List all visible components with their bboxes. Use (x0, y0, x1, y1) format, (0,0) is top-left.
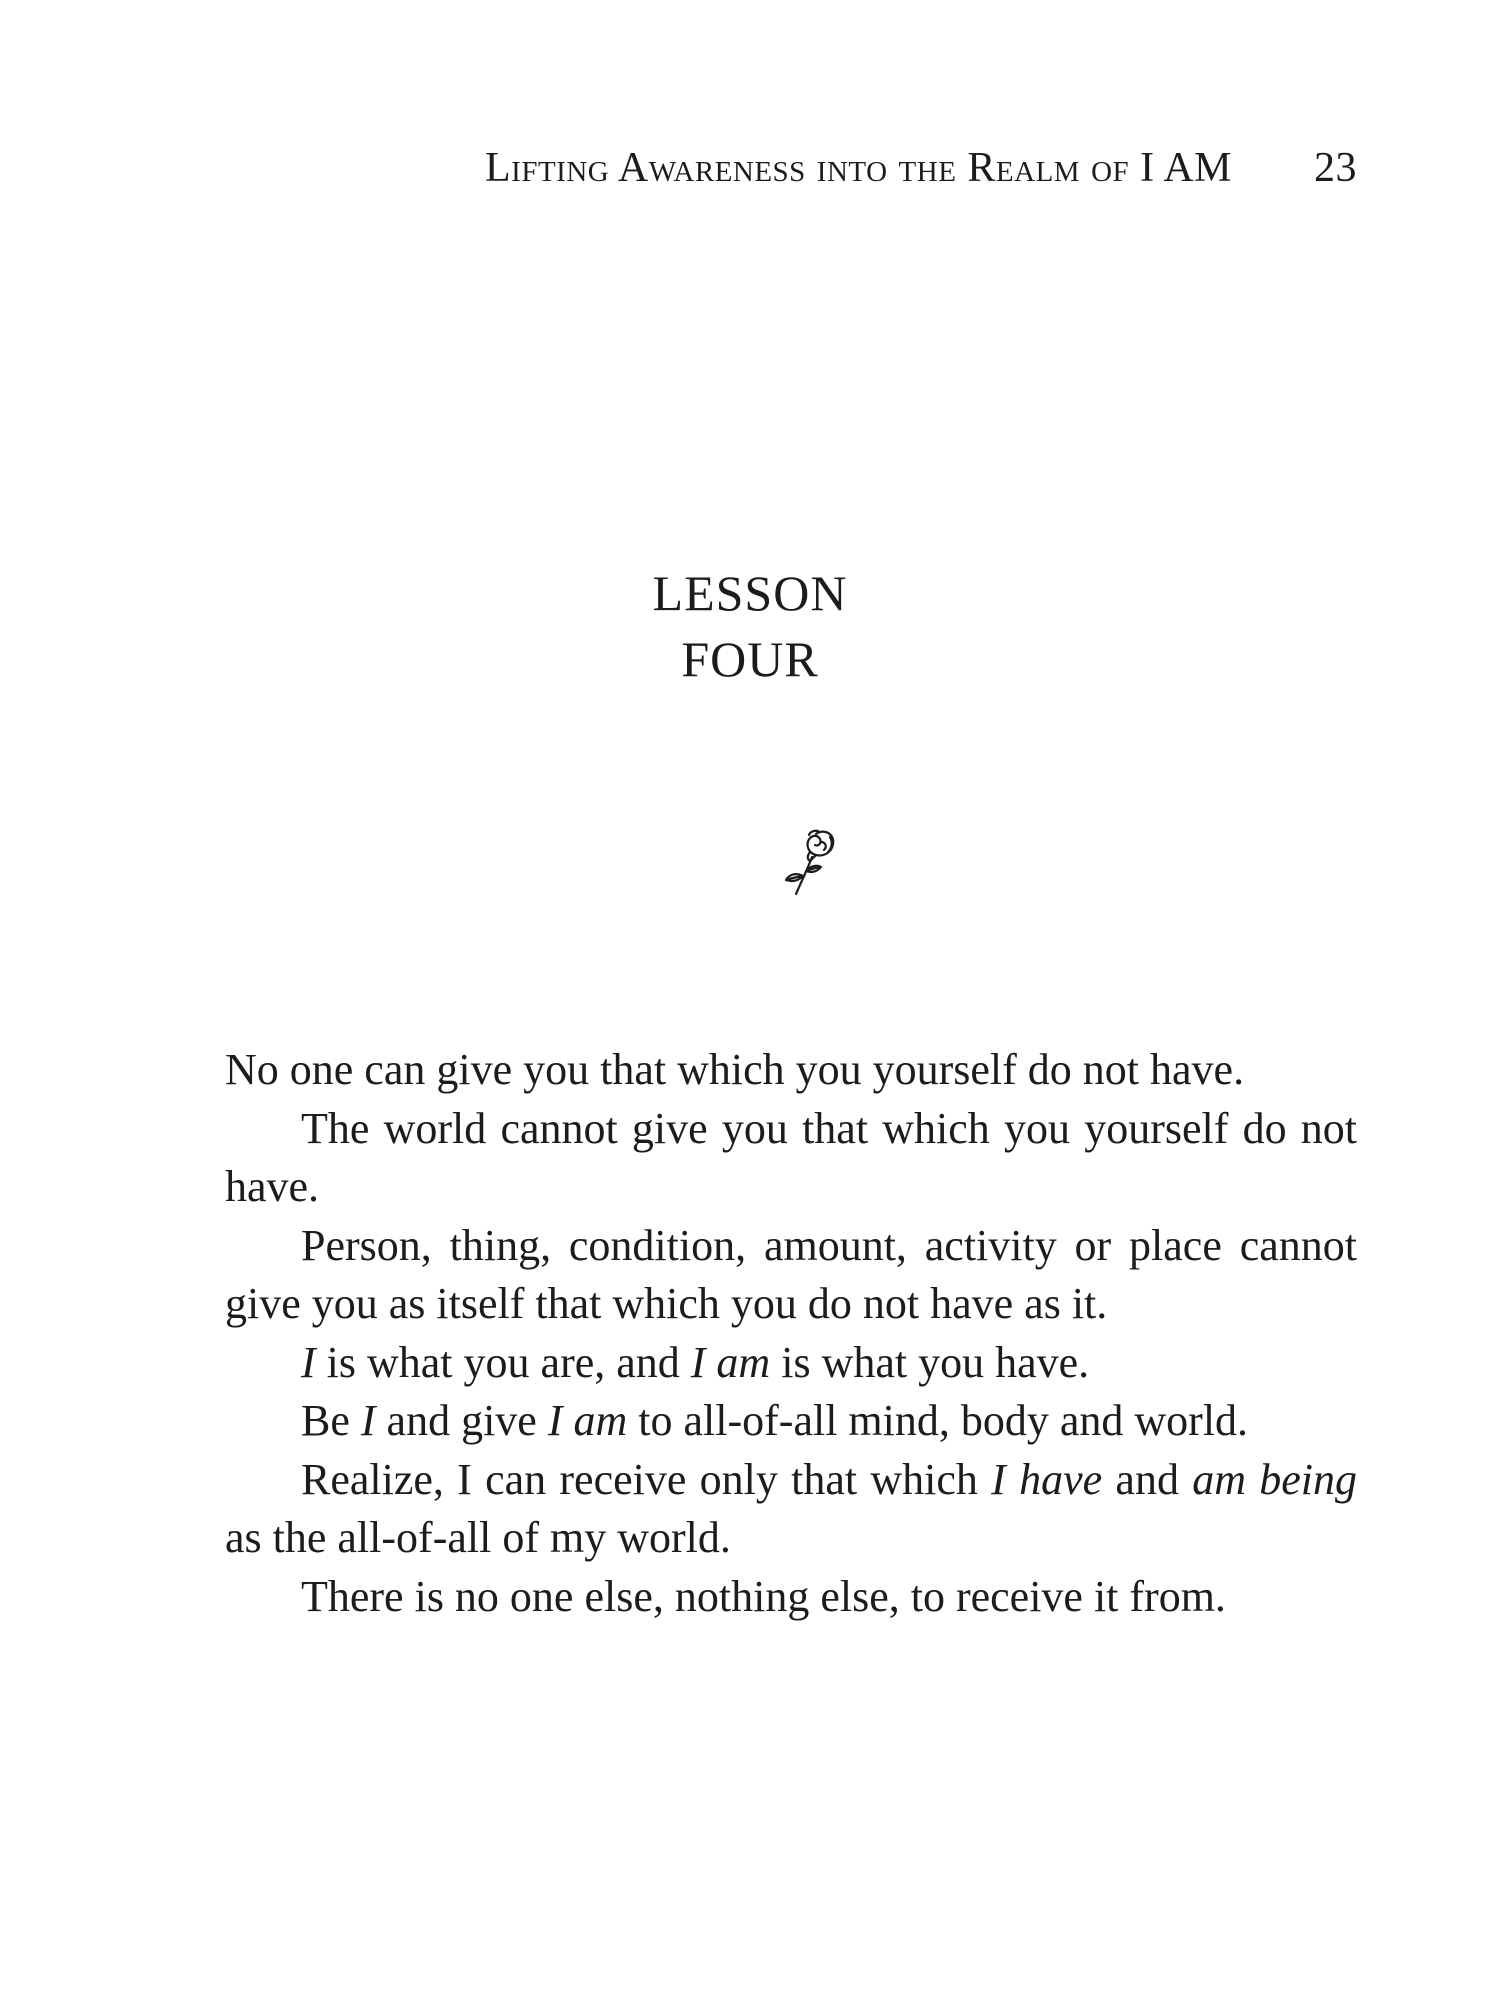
rose-icon (780, 826, 840, 898)
emphasis-i-am: I am (690, 1337, 771, 1387)
page-number: 23 (1314, 145, 1357, 191)
paragraph-6-text-a: Realize, I can receive only that which (301, 1454, 992, 1504)
paragraph-5 (225, 1392, 1357, 1451)
running-title: Lifting Awareness into the Realm of I AM (485, 145, 1232, 191)
paragraph-6 (225, 1451, 1357, 1568)
body-text (225, 1041, 1357, 1626)
paragraph-4 (225, 1334, 1357, 1393)
paragraph-1: No one can give you that which you yourself do not have. (225, 1045, 1245, 1094)
chapter-heading (0, 560, 1500, 692)
paragraph-5-text-c: to all-of-all mind, body and world. (627, 1396, 1249, 1445)
paragraph-7: There is no one else, nothing else, to receive it from. (301, 1571, 1226, 1621)
chapter-heading-line-1: LESSON (652, 565, 848, 621)
emphasis-i: I (360, 1396, 376, 1445)
paragraph-4-text-b: is what you have. (770, 1337, 1090, 1387)
emphasis-i-am: I am (547, 1396, 628, 1445)
paragraph-4-text-a: is what you are, and (315, 1337, 691, 1387)
emphasis-i: I (301, 1337, 316, 1387)
paragraph-3: Person, thing, condition, amount, activity or place cannot give you as itself that which you do not have as it. (225, 1220, 1357, 1328)
paragraph-6-text-c: as the all-of-all of my world. (225, 1513, 731, 1562)
paragraph-5-text-a: Be (301, 1396, 361, 1445)
paragraph-6-text-b: and (1102, 1454, 1193, 1504)
running-head (0, 140, 1357, 196)
paragraph-5-text-b: and give (375, 1396, 548, 1445)
paragraph-2: The world cannot give you that which you yourself do not have. (225, 1103, 1357, 1211)
emphasis-i-have: I have (991, 1454, 1103, 1504)
chapter-heading-line-2: FOUR (681, 631, 819, 687)
emphasis-am-being: am being (1192, 1454, 1358, 1504)
